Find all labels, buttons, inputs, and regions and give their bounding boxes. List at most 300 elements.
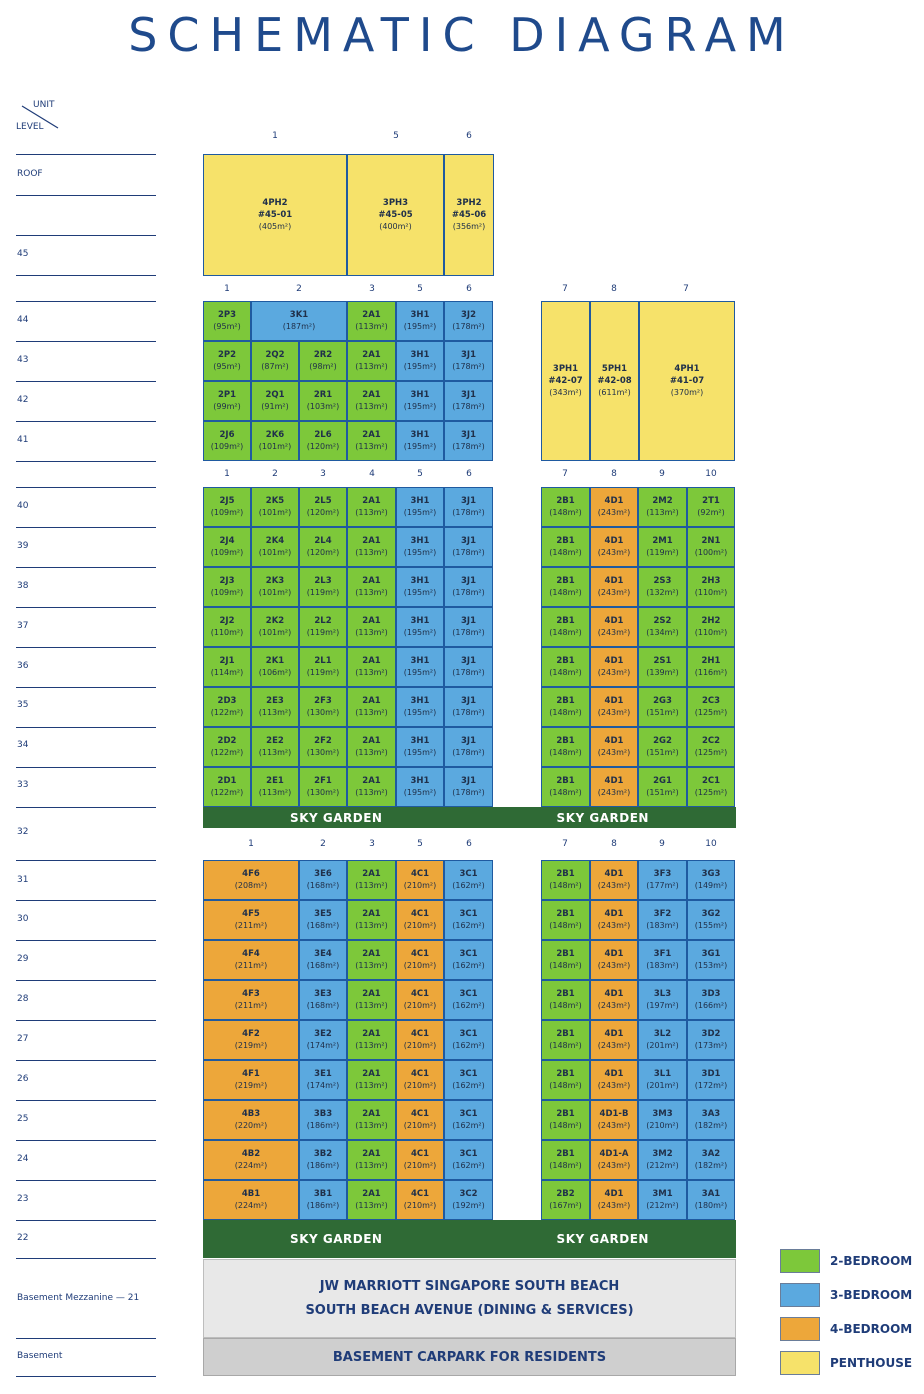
unit-cell[interactable]	[590, 687, 638, 727]
unit-cell[interactable]	[347, 1060, 396, 1100]
unit-cell[interactable]	[203, 647, 251, 687]
unit-cell[interactable]	[396, 381, 444, 421]
penthouse-cell[interactable]	[347, 154, 444, 276]
unit-area-label: (113m²)	[355, 1161, 388, 1170]
unit-cell[interactable]	[687, 900, 735, 940]
unit-cell[interactable]	[638, 900, 687, 940]
unit-cell[interactable]	[299, 1060, 347, 1100]
unit-area-label: (243m²)	[597, 1041, 631, 1050]
unit-cell[interactable]	[203, 767, 251, 807]
unit-cell[interactable]	[687, 767, 735, 807]
unit-cell[interactable]	[347, 900, 396, 940]
unit-cell[interactable]	[541, 567, 590, 607]
unit-cell[interactable]	[396, 1020, 444, 1060]
unit-cell[interactable]	[687, 567, 735, 607]
unit-cell[interactable]	[251, 341, 299, 381]
unit-cell[interactable]	[444, 527, 493, 567]
unit-cell[interactable]	[347, 1100, 396, 1140]
unit-cell[interactable]	[444, 940, 493, 980]
unit-cell[interactable]	[541, 940, 590, 980]
unit-cell[interactable]	[299, 647, 347, 687]
unit-type-label: 2J4	[219, 536, 235, 546]
unit-cell[interactable]	[347, 1140, 396, 1180]
unit-type-label: 2C1	[701, 776, 721, 786]
unit-cell[interactable]	[251, 567, 299, 607]
level-divider	[16, 767, 156, 768]
unit-cell[interactable]	[541, 727, 590, 767]
unit-cell[interactable]	[444, 607, 493, 647]
unit-cell[interactable]	[444, 381, 493, 421]
unit-cell[interactable]	[203, 381, 251, 421]
unit-cell[interactable]	[251, 727, 299, 767]
penthouse-unit-no: #45-05	[378, 210, 413, 220]
unit-area-label: (155m²)	[694, 921, 728, 930]
unit-cell[interactable]	[590, 1060, 638, 1100]
unit-cell[interactable]	[251, 487, 299, 527]
unit-type-label: 2M2	[652, 496, 673, 506]
unit-column-number: 5	[417, 839, 423, 849]
unit-cell[interactable]	[541, 767, 590, 807]
unit-cell[interactable]	[203, 1180, 299, 1220]
level-divider	[16, 607, 156, 608]
unit-cell[interactable]	[687, 1180, 735, 1220]
level-divider	[16, 647, 156, 648]
unit-area-label: (113m²)	[355, 961, 388, 970]
unit-cell[interactable]	[444, 1020, 493, 1060]
unit-cell[interactable]	[347, 1020, 396, 1060]
unit-cell[interactable]	[251, 767, 299, 807]
unit-cell[interactable]	[444, 727, 493, 767]
unit-cell[interactable]	[299, 607, 347, 647]
unit-cell[interactable]	[687, 980, 735, 1020]
unit-cell[interactable]	[299, 900, 347, 940]
unit-cell[interactable]	[687, 1060, 735, 1100]
unit-cell[interactable]	[638, 607, 687, 647]
unit-cell[interactable]	[396, 940, 444, 980]
unit-type-label: 3C1	[459, 909, 478, 919]
unit-cell[interactable]	[590, 567, 638, 607]
unit-area-label: (148m²)	[549, 921, 582, 930]
unit-type-label: 2A1	[362, 736, 381, 746]
unit-cell[interactable]	[444, 487, 493, 527]
unit-type-label: 3H1	[410, 310, 430, 320]
unit-cell[interactable]	[347, 567, 396, 607]
unit-cell[interactable]	[638, 567, 687, 607]
unit-cell[interactable]	[251, 647, 299, 687]
unit-cell[interactable]	[396, 1060, 444, 1100]
unit-cell[interactable]	[251, 421, 299, 461]
unit-cell[interactable]	[444, 860, 493, 900]
unit-area-label: (109m²)	[210, 508, 244, 517]
unit-cell[interactable]	[203, 421, 251, 461]
unit-cell[interactable]	[541, 1140, 590, 1180]
unit-type-label: 2F3	[314, 696, 332, 706]
unit-area-label: (113m²)	[355, 1121, 388, 1130]
unit-cell[interactable]	[396, 421, 444, 461]
unit-cell[interactable]	[687, 487, 735, 527]
unit-cell[interactable]	[251, 607, 299, 647]
penthouse-cell[interactable]	[590, 301, 639, 461]
unit-cell[interactable]	[203, 860, 299, 900]
level-label: 36	[17, 661, 29, 671]
unit-area-label: (195m²)	[403, 628, 437, 637]
unit-cell[interactable]	[590, 727, 638, 767]
unit-area-label: (119m²)	[306, 668, 340, 677]
unit-type-label: 2G2	[653, 736, 672, 746]
unit-type-label: 2A1	[362, 909, 381, 919]
unit-type-label: 3E6	[314, 869, 332, 879]
unit-type-label: 3E4	[314, 949, 332, 959]
unit-cell[interactable]	[638, 527, 687, 567]
unit-cell[interactable]	[638, 940, 687, 980]
unit-cell[interactable]	[203, 1100, 299, 1140]
unit-area-label: (148m²)	[549, 1001, 582, 1010]
unit-area-label: (178m²)	[452, 748, 485, 757]
unit-cell[interactable]	[347, 1180, 396, 1220]
unit-area-label: (178m²)	[452, 628, 485, 637]
unit-area-label: (195m²)	[403, 748, 437, 757]
unit-cell[interactable]	[638, 860, 687, 900]
unit-cell[interactable]	[541, 900, 590, 940]
unit-cell[interactable]	[347, 647, 396, 687]
unit-area-label: (149m²)	[694, 881, 728, 890]
unit-cell[interactable]	[347, 940, 396, 980]
unit-area-label: (243m²)	[597, 961, 631, 970]
unit-cell[interactable]	[347, 767, 396, 807]
unit-area-label: (162m²)	[452, 881, 485, 890]
unit-cell[interactable]	[590, 1020, 638, 1060]
unit-cell[interactable]	[444, 1060, 493, 1100]
unit-cell[interactable]	[396, 487, 444, 527]
unit-cell[interactable]	[638, 1060, 687, 1100]
unit-area-label: (148m²)	[549, 548, 582, 557]
unit-area-label: (113m²)	[355, 508, 388, 517]
unit-cell[interactable]	[203, 900, 299, 940]
unit-type-label: 4B1	[241, 1189, 261, 1199]
unit-cell[interactable]	[638, 980, 687, 1020]
unit-cell[interactable]	[347, 687, 396, 727]
unit-cell[interactable]	[347, 421, 396, 461]
penthouse-cell[interactable]	[203, 154, 347, 276]
unit-type-label: 2A1	[362, 1109, 381, 1119]
unit-cell[interactable]	[251, 527, 299, 567]
unit-cell[interactable]	[396, 1140, 444, 1180]
unit-cell[interactable]	[638, 647, 687, 687]
level-label: 22	[17, 1233, 29, 1243]
unit-cell[interactable]	[347, 487, 396, 527]
unit-cell[interactable]	[299, 381, 347, 421]
unit-type-label: 2L4	[314, 536, 332, 546]
unit-column-number: 7	[562, 469, 568, 479]
unit-column-number: 1	[224, 284, 230, 294]
unit-cell[interactable]	[396, 1180, 444, 1220]
unit-cell[interactable]	[541, 1180, 590, 1220]
unit-cell[interactable]	[299, 767, 347, 807]
unit-area-label: (113m²)	[258, 788, 292, 797]
unit-cell[interactable]	[299, 527, 347, 567]
level-label: 33	[17, 780, 29, 790]
unit-cell[interactable]	[687, 727, 735, 767]
unit-area-label: (183m²)	[646, 961, 679, 970]
unit-area-label: (101m²)	[258, 508, 292, 517]
penthouse-unit-no: #45-01	[257, 210, 293, 220]
penthouse-type-label: 4PH1	[674, 364, 700, 374]
unit-area-label: (148m²)	[549, 1081, 582, 1090]
unit-type-label: 4C1	[410, 1029, 430, 1039]
unit-cell[interactable]	[590, 1100, 638, 1140]
unit-cell[interactable]	[396, 767, 444, 807]
unit-cell[interactable]	[396, 607, 444, 647]
unit-area-label: (195m²)	[403, 668, 437, 677]
unit-area-label: (100m²)	[694, 548, 728, 557]
unit-area-label: (210m²)	[403, 1161, 437, 1170]
unit-cell[interactable]	[299, 980, 347, 1020]
unit-type-label: 4D1	[604, 989, 624, 999]
unit-cell[interactable]	[299, 1140, 347, 1180]
unit-cell[interactable]	[687, 527, 735, 567]
unit-cell[interactable]	[541, 607, 590, 647]
unit-type-label: 3H1	[410, 390, 430, 400]
unit-area-label: (243m²)	[597, 881, 631, 890]
unit-cell[interactable]	[203, 1060, 299, 1100]
unit-cell[interactable]	[687, 940, 735, 980]
unit-cell[interactable]	[396, 341, 444, 381]
unit-cell[interactable]	[541, 1100, 590, 1140]
unit-type-label: 4D1	[604, 536, 624, 546]
unit-type-label: 4D1	[604, 696, 624, 706]
unit-cell[interactable]	[590, 860, 638, 900]
penthouse-cell[interactable]	[444, 154, 494, 276]
unit-type-label: 3L3	[653, 989, 672, 999]
unit-type-label: 3E5	[314, 909, 332, 919]
unit-type-label: 2B1	[556, 949, 575, 959]
unit-cell[interactable]	[203, 341, 251, 381]
unit-cell[interactable]	[203, 607, 251, 647]
unit-type-label: 2B1	[556, 776, 575, 786]
unit-area-label: (210m²)	[403, 1081, 437, 1090]
unit-cell[interactable]	[541, 687, 590, 727]
unit-area-label: (113m²)	[355, 588, 388, 597]
unit-cell[interactable]	[396, 301, 444, 341]
level-label: 27	[17, 1034, 29, 1044]
unit-cell[interactable]	[638, 687, 687, 727]
penthouse-cell[interactable]	[639, 301, 735, 461]
level-divider	[16, 687, 156, 688]
unit-area-label: (113m²)	[355, 1081, 388, 1090]
unit-type-label: 2B1	[556, 616, 575, 626]
unit-cell[interactable]	[590, 487, 638, 527]
unit-cell[interactable]	[541, 860, 590, 900]
unit-cell[interactable]	[299, 1180, 347, 1220]
unit-cell[interactable]	[638, 1180, 687, 1220]
unit-cell[interactable]	[590, 940, 638, 980]
unit-type-label: 2J6	[219, 430, 235, 440]
unit-cell[interactable]	[396, 727, 444, 767]
unit-type-label: 2B1	[556, 1069, 575, 1079]
unit-cell[interactable]	[203, 940, 299, 980]
unit-type-label: 3M1	[652, 1189, 673, 1199]
unit-cell[interactable]	[444, 1180, 493, 1220]
unit-cell[interactable]	[541, 647, 590, 687]
unit-area-label: (224m²)	[234, 1201, 268, 1210]
unit-cell[interactable]	[444, 900, 493, 940]
unit-type-label: 3H1	[410, 696, 430, 706]
unit-cell[interactable]	[444, 647, 493, 687]
unit-cell[interactable]	[590, 900, 638, 940]
unit-type-label: 4F2	[242, 1029, 260, 1039]
unit-cell[interactable]	[396, 980, 444, 1020]
unit-cell[interactable]	[251, 301, 347, 341]
unit-cell[interactable]	[299, 487, 347, 527]
unit-cell[interactable]	[299, 567, 347, 607]
legend-label: 4-BEDROOM	[830, 1322, 913, 1336]
unit-area-label: (125m²)	[694, 748, 728, 757]
unit-cell[interactable]	[444, 980, 493, 1020]
unit-type-label: 4F3	[242, 989, 260, 999]
unit-cell[interactable]	[251, 687, 299, 727]
unit-area-label: (87m²)	[261, 362, 289, 371]
unit-type-label: 3H1	[410, 430, 430, 440]
level-label: 39	[17, 541, 29, 551]
penthouse-type-label: 3PH2	[456, 198, 482, 208]
unit-cell[interactable]	[396, 1100, 444, 1140]
unit-type-label: 2A1	[362, 1149, 381, 1159]
unit-cell[interactable]	[203, 527, 251, 567]
unit-cell[interactable]	[687, 1100, 735, 1140]
unit-area-label: (116m²)	[694, 668, 728, 677]
unit-cell[interactable]	[638, 727, 687, 767]
unit-cell[interactable]	[203, 1020, 299, 1060]
unit-cell[interactable]	[444, 687, 493, 727]
unit-cell[interactable]	[590, 1140, 638, 1180]
unit-cell[interactable]	[638, 1140, 687, 1180]
unit-type-label: 2A1	[362, 430, 381, 440]
unit-cell[interactable]	[444, 767, 493, 807]
unit-area-label: (151m²)	[646, 708, 679, 717]
unit-column-number: 1	[272, 131, 278, 141]
unit-cell[interactable]	[347, 860, 396, 900]
unit-cell[interactable]	[396, 860, 444, 900]
penthouse-type-label: 3PH1	[552, 364, 579, 374]
unit-cell[interactable]	[444, 1100, 493, 1140]
unit-cell[interactable]	[444, 1140, 493, 1180]
unit-cell[interactable]	[347, 527, 396, 567]
unit-cell[interactable]	[444, 341, 493, 381]
unit-cell[interactable]	[203, 1140, 299, 1180]
unit-cell[interactable]	[687, 1020, 735, 1060]
unit-cell[interactable]	[444, 301, 493, 341]
unit-type-label: 3H1	[410, 616, 430, 626]
unit-cell[interactable]	[203, 687, 251, 727]
unit-area-label: (162m²)	[452, 1041, 485, 1050]
unit-cell[interactable]	[347, 727, 396, 767]
unit-cell[interactable]	[396, 527, 444, 567]
unit-cell[interactable]	[203, 727, 251, 767]
unit-column-number: 10	[705, 839, 717, 849]
unit-area-label: (130m²)	[306, 748, 340, 757]
unit-cell[interactable]	[299, 687, 347, 727]
level-divider	[16, 527, 156, 528]
unit-cell[interactable]	[638, 767, 687, 807]
unit-cell[interactable]	[638, 487, 687, 527]
unit-cell[interactable]	[299, 341, 347, 381]
unit-cell[interactable]	[590, 1180, 638, 1220]
unit-area-label: (243m²)	[597, 1121, 631, 1130]
unit-cell[interactable]	[541, 1020, 590, 1060]
unit-area-label: (178m²)	[452, 508, 485, 517]
unit-cell[interactable]	[396, 567, 444, 607]
unit-cell[interactable]	[541, 980, 590, 1020]
unit-cell[interactable]	[347, 607, 396, 647]
unit-cell[interactable]	[444, 567, 493, 607]
unit-cell[interactable]	[687, 1140, 735, 1180]
unit-type-label: 2S1	[653, 656, 672, 666]
unit-cell[interactable]	[299, 421, 347, 461]
unit-area-label: (113m²)	[355, 322, 388, 331]
unit-cell[interactable]	[541, 527, 590, 567]
unit-cell[interactable]	[396, 647, 444, 687]
unit-cell[interactable]	[299, 860, 347, 900]
unit-cell[interactable]	[638, 1100, 687, 1140]
unit-cell[interactable]	[396, 687, 444, 727]
unit-cell[interactable]	[347, 301, 396, 341]
unit-cell[interactable]	[541, 487, 590, 527]
unit-type-label: 3C1	[459, 949, 478, 959]
unit-type-label: 4D1	[604, 909, 624, 919]
unit-cell[interactable]	[347, 381, 396, 421]
unit-type-label: 4C1	[410, 1149, 430, 1159]
unit-cell[interactable]	[203, 301, 251, 341]
unit-cell[interactable]	[687, 687, 735, 727]
unit-cell[interactable]	[638, 1020, 687, 1060]
level-label: ROOF	[17, 169, 43, 179]
unit-area-label: (195m²)	[403, 362, 437, 371]
unit-cell[interactable]	[203, 980, 299, 1020]
unit-type-label: 3F3	[653, 869, 672, 879]
unit-area-label: (120m²)	[306, 548, 340, 557]
unit-type-label: 2J2	[219, 616, 235, 626]
unit-area-label: (148m²)	[549, 588, 582, 597]
unit-area-label: (110m²)	[694, 628, 728, 637]
unit-type-label: 3H1	[410, 496, 430, 506]
penthouse-cell[interactable]	[541, 301, 590, 461]
unit-cell[interactable]	[590, 767, 638, 807]
unit-cell[interactable]	[687, 860, 735, 900]
unit-cell[interactable]	[687, 607, 735, 647]
unit-cell[interactable]	[590, 527, 638, 567]
unit-cell[interactable]	[590, 980, 638, 1020]
unit-cell[interactable]	[203, 567, 251, 607]
unit-cell[interactable]	[299, 1100, 347, 1140]
unit-cell[interactable]	[299, 1020, 347, 1060]
unit-area-label: (219m²)	[234, 1041, 268, 1050]
unit-cell[interactable]	[251, 381, 299, 421]
unit-cell[interactable]	[396, 900, 444, 940]
unit-area-label: (151m²)	[646, 748, 679, 757]
unit-cell[interactable]	[347, 980, 396, 1020]
unit-cell[interactable]	[590, 647, 638, 687]
unit-cell[interactable]	[444, 421, 493, 461]
unit-cell[interactable]	[590, 607, 638, 647]
unit-cell[interactable]	[299, 940, 347, 980]
unit-cell[interactable]	[299, 727, 347, 767]
unit-cell[interactable]	[347, 341, 396, 381]
unit-cell[interactable]	[687, 647, 735, 687]
unit-cell[interactable]	[541, 1060, 590, 1100]
unit-column-number: 8	[611, 284, 617, 294]
level-label: 28	[17, 994, 29, 1004]
unit-cell[interactable]	[203, 487, 251, 527]
